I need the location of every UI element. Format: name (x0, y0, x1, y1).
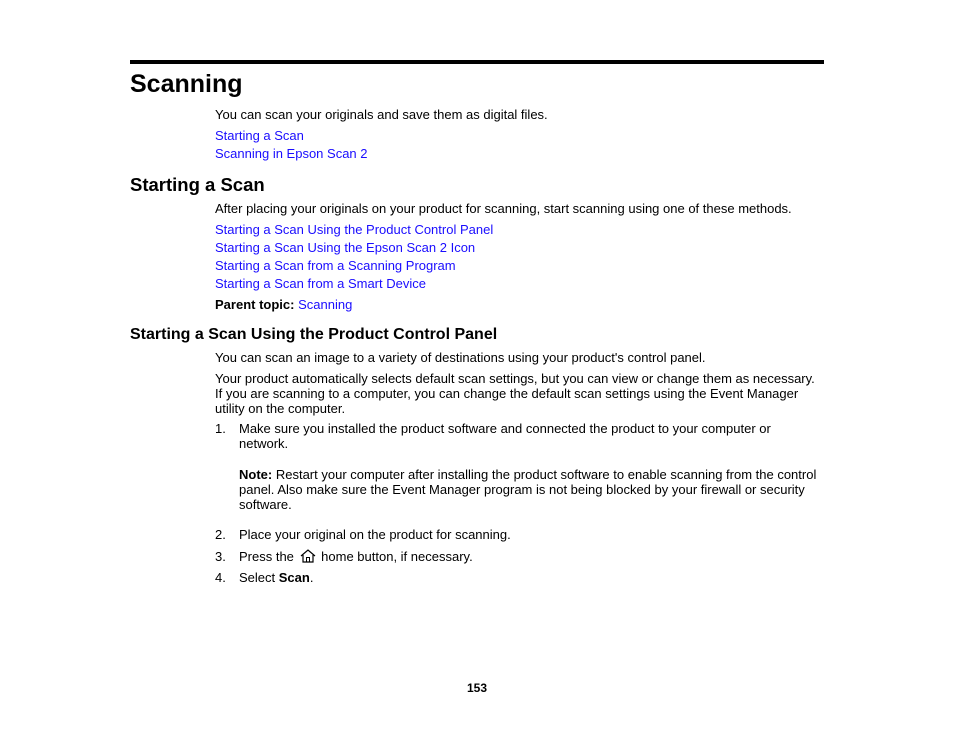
step-2-text: Place your original on the product for scanning. (239, 527, 511, 542)
step-3-text (239, 549, 829, 564)
note-label: Note: (239, 467, 273, 482)
link-scan-scanning-program[interactable]: Starting a Scan from a Scanning Program (215, 258, 456, 273)
page-title: Scanning (130, 70, 243, 98)
home-icon (300, 549, 316, 563)
step-3-number: 3. (215, 549, 226, 564)
step-1-text: Make sure you installed the product software and connected the product to your computer or network. (239, 421, 771, 451)
step-4-pre: Select (239, 570, 276, 585)
link-starting-a-scan[interactable]: Starting a Scan (215, 128, 304, 143)
link-scan-control-panel[interactable]: Starting a Scan Using the Product Control Panel (215, 222, 494, 237)
link-scan-epson-icon[interactable]: Starting a Scan Using the Epson Scan 2 Icon (215, 240, 476, 255)
link-parent-scanning[interactable]: Scanning (298, 297, 353, 312)
heading-control-panel: Starting a Scan Using the Product Control Panel (130, 326, 498, 343)
step-4-number: 4. (215, 570, 226, 585)
starting-scan-intro: After placing your originals on your product for scanning, start scanning using one of these methods. (215, 201, 792, 216)
step-3-pre: Press the (239, 549, 294, 564)
note-block (239, 467, 829, 512)
top-rule (130, 60, 824, 64)
step-2-number: 2. (215, 527, 226, 542)
step-4-post: . (309, 570, 314, 585)
step-4-bold: Scan (278, 570, 310, 585)
link-scanning-in-epson-scan-2[interactable]: Scanning in Epson Scan 2 (215, 146, 368, 161)
section-intro: You can scan your originals and save them as digital files. (215, 107, 548, 122)
heading-starting-a-scan: Starting a Scan (130, 174, 265, 195)
page-number: 153 (466, 681, 488, 695)
step-3-post: home button, if necessary. (321, 549, 473, 564)
step-1-number: 1. (215, 421, 226, 436)
step-4-text (239, 570, 829, 585)
note-text: Restart your computer after installing the product software to enable scanning from the control panel. Also make sure the Event Manager program is not being blocked by your firewall or security software. (239, 467, 817, 512)
control-panel-para1: You can scan an image to a variety of destinations using your product's control panel. (215, 350, 706, 365)
control-panel-para2: Your product automatically selects default scan settings, but you can view or change them as necessary. If you are scanning to a computer, you can change the default scan settings using the Event Manager utility on the computer. (215, 371, 815, 416)
parent-topic-label: Parent topic: (215, 297, 295, 312)
parent-topic (215, 297, 352, 312)
link-scan-smart-device[interactable]: Starting a Scan from a Smart Device (215, 276, 426, 291)
